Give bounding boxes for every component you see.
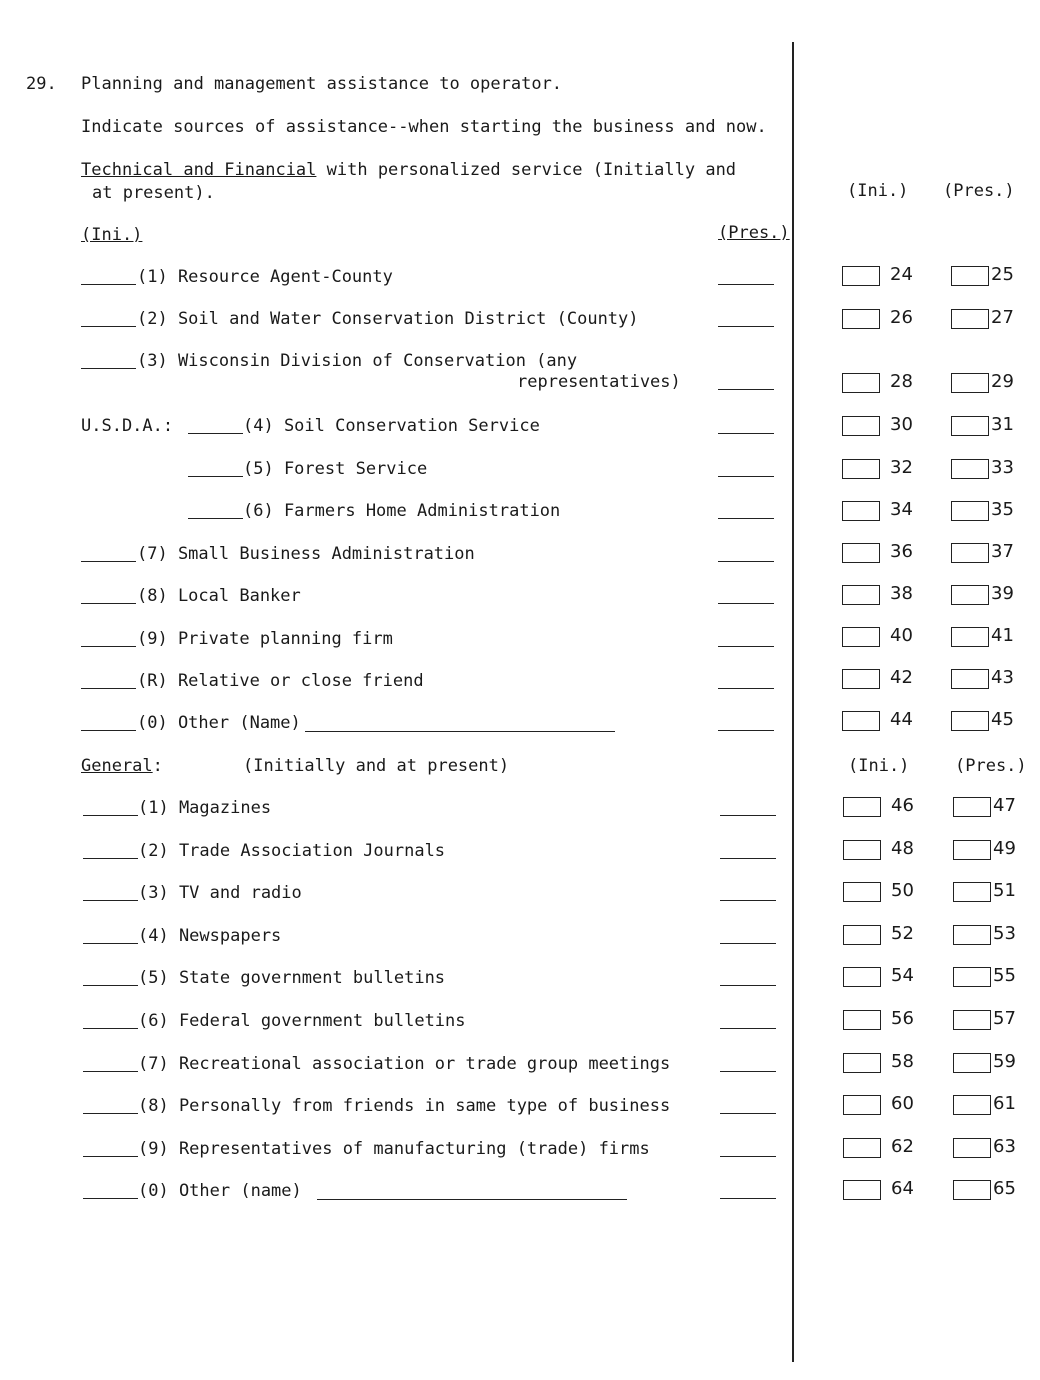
code-box-pres[interactable] (951, 501, 989, 521)
code-box-ini[interactable] (842, 543, 880, 563)
code-number-ini: 40 (890, 625, 913, 646)
general-col-header-pres: (Pres.) (955, 756, 1027, 776)
code-number-pres: 33 (991, 457, 1014, 478)
code-number-ini: 46 (891, 795, 914, 816)
column-divider (792, 42, 794, 1362)
general-heading (81, 756, 163, 776)
code-number-pres: 29 (991, 371, 1014, 392)
item-label: (7) Recreational association or trade group meetings (138, 1054, 671, 1074)
present-answer-blank[interactable] (718, 646, 774, 647)
item-label: (R) Relative or close friend (137, 671, 424, 691)
code-number-ini: 54 (891, 965, 914, 986)
initial-answer-blank[interactable] (188, 476, 243, 477)
code-number-pres: 45 (991, 709, 1014, 730)
present-answer-blank[interactable] (718, 730, 774, 731)
code-number-ini: 30 (890, 414, 913, 435)
item-label: (3) TV and radio (138, 883, 302, 903)
present-answer-blank[interactable] (718, 389, 774, 390)
code-number-pres: 63 (993, 1136, 1016, 1157)
initial-answer-blank[interactable] (83, 985, 138, 986)
question-title: Planning and management assistance to operator. (81, 74, 563, 94)
code-box-ini[interactable] (842, 373, 880, 393)
present-answer-blank[interactable] (720, 1113, 776, 1114)
initial-answer-blank[interactable] (81, 284, 136, 285)
initial-answer-blank[interactable] (81, 688, 136, 689)
code-number-pres: 35 (991, 499, 1014, 520)
item-label: (1) Resource Agent-County (137, 267, 393, 287)
code-number-ini: 32 (890, 457, 913, 478)
present-answer-blank[interactable] (720, 858, 776, 859)
code-box-ini[interactable] (843, 1010, 881, 1030)
item-label: (6) Federal government bulletins (138, 1011, 466, 1031)
technical-heading-rest: with personalized service (Initially and (316, 160, 737, 180)
initial-answer-blank[interactable] (83, 900, 138, 901)
code-number-pres: 37 (991, 541, 1014, 562)
initial-answer-blank[interactable] (83, 1028, 138, 1029)
code-number-ini: 26 (890, 307, 913, 328)
code-number-pres: 51 (993, 880, 1016, 901)
present-answer-blank[interactable] (718, 518, 774, 519)
present-answer-blank[interactable] (720, 900, 776, 901)
code-box-ini[interactable] (843, 967, 881, 987)
present-answer-blank[interactable] (718, 603, 774, 604)
code-box-pres[interactable] (953, 1095, 991, 1115)
code-box-pres[interactable] (953, 925, 991, 945)
item-label: (2) Soil and Water Conservation District (County) (137, 309, 639, 329)
item-label: (4) Newspapers (138, 926, 282, 946)
code-number-pres: 31 (991, 414, 1014, 435)
code-number-ini: 60 (891, 1093, 914, 1114)
code-number-pres: 47 (993, 795, 1016, 816)
code-box-pres[interactable] (953, 1138, 991, 1158)
col-header-ini: (Ini.) (847, 181, 909, 201)
code-box-pres[interactable] (951, 309, 989, 329)
code-number-ini: 50 (891, 880, 914, 901)
item-label: (2) Trade Association Journals (138, 841, 446, 861)
code-number-ini: 64 (891, 1178, 914, 1199)
code-box-ini[interactable] (842, 416, 880, 436)
general-heading-underlined: General (81, 756, 153, 776)
code-number-pres: 57 (993, 1008, 1016, 1029)
code-number-ini: 58 (891, 1051, 914, 1072)
code-box-ini[interactable] (842, 501, 880, 521)
code-number-pres: 25 (991, 264, 1014, 285)
initial-answer-blank[interactable] (81, 326, 136, 327)
code-number-ini: 36 (890, 541, 913, 562)
code-number-ini: 38 (890, 583, 913, 604)
item-label: (3) Wisconsin Division of Conservation (any (137, 351, 578, 371)
initial-answer-blank[interactable] (81, 730, 136, 731)
code-box-pres[interactable] (951, 459, 989, 479)
code-number-ini: 42 (890, 667, 913, 688)
initial-answer-blank[interactable] (81, 561, 136, 562)
item-label: (9) Private planning firm (137, 629, 393, 649)
technical-heading-underlined: Technical and Financial (81, 160, 317, 180)
item-label: (5) State government bulletins (138, 968, 446, 988)
code-number-pres: 65 (993, 1178, 1016, 1199)
code-box-ini[interactable] (842, 711, 880, 731)
code-number-ini: 44 (890, 709, 913, 730)
code-box-ini[interactable] (843, 1053, 881, 1073)
item-label: (5) Forest Service (243, 459, 428, 479)
present-answer-blank[interactable] (720, 815, 776, 816)
item-label: (4) Soil Conservation Service (243, 416, 540, 436)
initial-answer-blank[interactable] (83, 815, 138, 816)
code-box-pres[interactable] (953, 1053, 991, 1073)
col-header-pres: (Pres.) (943, 181, 1015, 201)
code-number-ini: 34 (890, 499, 913, 520)
code-number-ini: 24 (890, 264, 913, 285)
code-box-pres[interactable] (953, 797, 991, 817)
code-box-ini[interactable] (842, 309, 880, 329)
code-box-pres[interactable] (953, 882, 991, 902)
code-box-pres[interactable] (951, 416, 989, 436)
item-label: (6) Farmers Home Administration (243, 501, 561, 521)
code-box-ini[interactable] (842, 266, 880, 286)
code-number-ini: 62 (891, 1136, 914, 1157)
code-box-pres[interactable] (953, 1010, 991, 1030)
code-box-pres[interactable] (951, 627, 989, 647)
code-number-pres: 49 (993, 838, 1016, 859)
item-label: (7) Small Business Administration (137, 544, 475, 564)
code-box-pres[interactable] (953, 840, 991, 860)
initial-answer-blank[interactable] (188, 518, 243, 519)
present-answer-blank[interactable] (720, 1156, 776, 1157)
initial-answer-blank[interactable] (188, 433, 243, 434)
initial-answer-blank[interactable] (83, 1071, 138, 1072)
code-number-pres: 59 (993, 1051, 1016, 1072)
code-box-ini[interactable] (843, 882, 881, 902)
code-box-pres[interactable] (951, 266, 989, 286)
code-box-pres[interactable] (951, 543, 989, 563)
present-answer-blank[interactable] (720, 985, 776, 986)
ini-label: (Ini.) (81, 225, 143, 245)
item-label: (9) Representatives of manufacturing (trade) firms (138, 1139, 650, 1159)
present-answer-blank[interactable] (720, 1028, 776, 1029)
usda-label: U.S.D.A.: (81, 416, 174, 436)
present-answer-blank[interactable] (720, 1071, 776, 1072)
code-box-ini[interactable] (842, 669, 880, 689)
item-label: (0) Other (name) (138, 1181, 302, 1201)
code-box-ini[interactable] (843, 1095, 881, 1115)
item-label: (8) Local Banker (137, 586, 301, 606)
initial-answer-blank[interactable] (81, 368, 136, 369)
code-number-ini: 28 (890, 371, 913, 392)
present-answer-blank[interactable] (718, 561, 774, 562)
item-label: (8) Personally from friends in same type of business (138, 1096, 671, 1116)
item-label: (1) Magazines (138, 798, 272, 818)
code-box-ini[interactable] (842, 459, 880, 479)
code-number-pres: 43 (991, 667, 1014, 688)
code-box-pres[interactable] (953, 1180, 991, 1200)
code-box-ini[interactable] (842, 627, 880, 647)
code-box-pres[interactable] (951, 585, 989, 605)
code-box-pres[interactable] (953, 967, 991, 987)
initial-answer-blank[interactable] (83, 1156, 138, 1157)
question-number: 29. (26, 74, 57, 94)
code-number-ini: 52 (891, 923, 914, 944)
general-heading-rest: (Initially and at present) (243, 756, 510, 776)
general-col-header-ini: (Ini.) (848, 756, 910, 776)
code-number-pres: 55 (993, 965, 1016, 986)
code-box-ini[interactable] (843, 925, 881, 945)
code-number-pres: 61 (993, 1093, 1016, 1114)
item-label: (0) Other (Name) (137, 713, 301, 733)
present-answer-blank[interactable] (718, 688, 774, 689)
code-box-ini[interactable] (842, 585, 880, 605)
initial-answer-blank[interactable] (83, 858, 138, 859)
other-name-blank[interactable] (305, 731, 615, 732)
initial-answer-blank[interactable] (81, 603, 136, 604)
present-answer-blank[interactable] (718, 326, 774, 327)
code-box-ini[interactable] (843, 840, 881, 860)
code-number-pres: 39 (991, 583, 1014, 604)
code-number-pres: 53 (993, 923, 1016, 944)
code-box-pres[interactable] (951, 373, 989, 393)
initial-answer-blank[interactable] (83, 1113, 138, 1114)
technical-heading-line2: at present). (92, 183, 215, 203)
item-label-continued: representatives) (517, 372, 681, 392)
present-answer-blank[interactable] (718, 476, 774, 477)
code-number-pres: 41 (991, 625, 1014, 646)
present-answer-blank[interactable] (718, 284, 774, 285)
code-box-ini[interactable] (843, 797, 881, 817)
initial-answer-blank[interactable] (83, 943, 138, 944)
code-number-pres: 27 (991, 307, 1014, 328)
initial-answer-blank[interactable] (81, 646, 136, 647)
present-answer-blank[interactable] (720, 1198, 776, 1199)
code-box-pres[interactable] (951, 669, 989, 689)
present-answer-blank[interactable] (720, 943, 776, 944)
technical-heading (81, 160, 736, 180)
other-name-blank[interactable] (317, 1199, 627, 1200)
code-number-ini: 56 (891, 1008, 914, 1029)
question-instruction: Indicate sources of assistance--when starting the business and now. (81, 117, 767, 137)
present-answer-blank[interactable] (718, 433, 774, 434)
general-heading-colon: : (152, 756, 163, 776)
code-box-ini[interactable] (843, 1180, 881, 1200)
initial-answer-blank[interactable] (83, 1198, 138, 1199)
pres-label: (Pres.) (718, 223, 790, 243)
code-box-ini[interactable] (843, 1138, 881, 1158)
code-box-pres[interactable] (951, 711, 989, 731)
code-number-ini: 48 (891, 838, 914, 859)
